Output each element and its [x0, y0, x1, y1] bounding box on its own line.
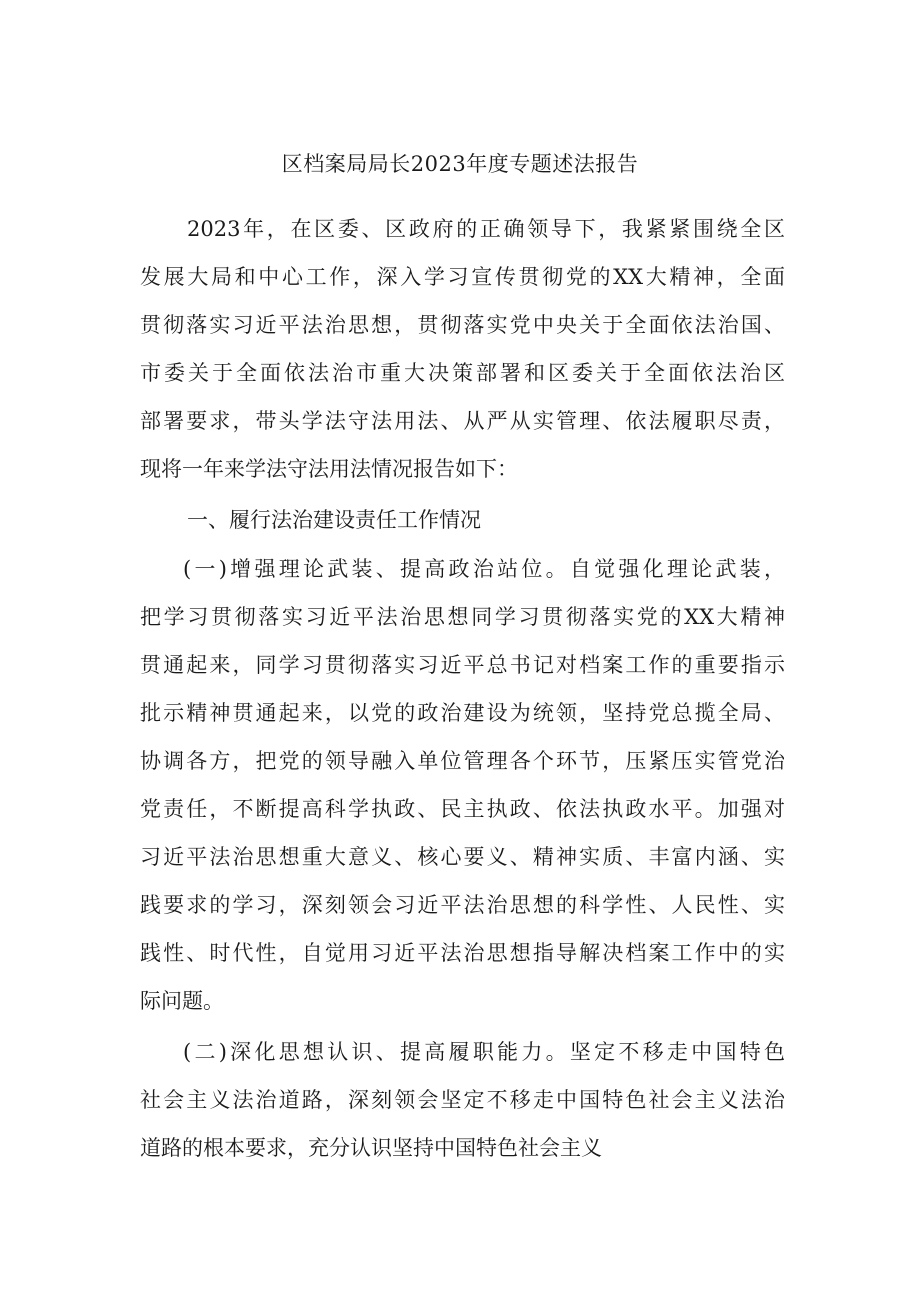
paragraph-line: 把学习贯彻落实习近平法治思想同学习贯彻落实党的XX大精神	[140, 605, 785, 629]
paragraph-line: 践性、时代性，自觉用习近平法治思想指导解决档案工作中的实	[140, 941, 785, 965]
paragraph-line: 践要求的学习，深刻领会习近平法治思想的科学性、人民性、实	[140, 893, 785, 917]
section-heading: 一、履行法治建设责任工作情况	[187, 508, 481, 532]
paragraph-line: 部署要求，带头学法守法用法、从严从实管理、依法履职尽责，	[140, 409, 785, 433]
paragraph-line: 市委关于全面依法治市重大决策部署和区委关于全面依法治区	[140, 361, 785, 385]
paragraph-line: 习近平法治思想重大意义、核心要义、精神实质、丰富内涵、实	[140, 845, 785, 869]
paragraph-line: 2023年，在区委、区政府的正确领导下，我紧紧围绕全区	[187, 217, 785, 241]
paragraph-line: 协调各方，把党的领导融入单位管理各个环节，压紧压实管党治	[140, 749, 785, 773]
paragraph-line: 贯彻落实习近平法治思想，贯彻落实党中央关于全面依法治国、	[140, 313, 785, 337]
paragraph-line: 社会主义法治道路，深刻领会坚定不移走中国特色社会主义法治	[140, 1088, 785, 1112]
paragraph-line: (一)增强理论武装、提高政治站位。自觉强化理论武装，	[183, 557, 785, 581]
document-title: 区档案局局长2023年度专题述法报告	[281, 152, 639, 176]
paragraph-line: 批示精神贯通起来，以党的政治建设为统领，坚持党总揽全局、	[140, 701, 785, 725]
paragraph-line: 现将一年来学法守法用法情况报告如下：	[140, 457, 518, 481]
paragraph-line: (二)深化思想认识、提高履职能力。坚定不移走中国特色	[183, 1040, 785, 1064]
paragraph-line: 贯通起来，同学习贯彻落实习近平总书记对档案工作的重要指示	[140, 653, 785, 677]
paragraph-line: 党责任，不断提高科学执政、民主执政、依法执政水平。加强对	[140, 797, 785, 821]
paragraph-line: 际问题。	[140, 989, 224, 1013]
paragraph-line: 发展大局和中心工作，深入学习宣传贯彻党的XX大精神，全面	[140, 265, 785, 289]
paragraph-line: 道路的根本要求，充分认识坚持中国特色社会主义	[140, 1136, 602, 1160]
